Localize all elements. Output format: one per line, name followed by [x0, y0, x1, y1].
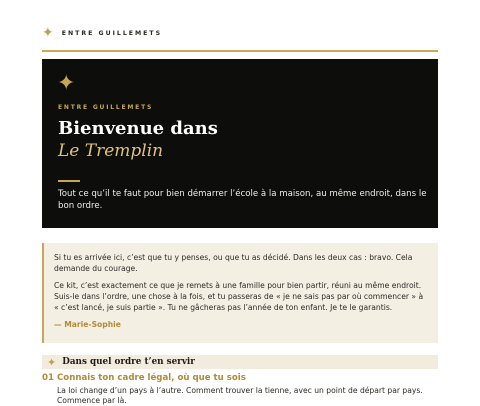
step-title[interactable]: Connais ton cadre légal, où que tu sois: [57, 373, 246, 383]
star-icon: ✦: [42, 25, 54, 41]
step-description: La loi change d’un pays à l’autre. Comment trouver la tienne, avec un point de départ par pays. Commence par là.: [57, 386, 423, 405]
section-title: Dans quel ordre t’en servir: [62, 357, 195, 367]
quote-paragraph: Ce kit, c’est exactement ce que je remets à une famille pour bien partir, réuni au même endroit. Suis-le dans l’ordre, une chose à la fois, et tu passeras de « je ne sais pas par où commencer » à « c’est lancé, je suis partie ». Tu ne gâcheras pas l’année de ton enfant. Je te le garantis.: [54, 281, 424, 312]
hero-accent-bar: [58, 180, 80, 182]
header-divider: [42, 50, 438, 52]
top-header: [42, 23, 438, 43]
brand-name: ENTRE GUILLEMETS: [61, 29, 163, 37]
quote-signature: — Marie-Sophie: [54, 320, 121, 329]
hero-description: Tout ce qu’il te faut pour bien démarrer l’école à la maison, au même endroit, dans le bon ordre.: [58, 189, 427, 211]
star-icon: ✦: [47, 355, 57, 369]
hero-title: Bienvenue dans: [58, 118, 218, 139]
welcome-quote: [42, 243, 438, 343]
hero-title-accent: Le Tremplin: [58, 141, 164, 161]
hero-eyebrow: ENTRE GUILLEMETS: [58, 104, 154, 111]
hero-card: [42, 59, 438, 228]
sparkle-icon: ✦: [57, 71, 76, 96]
quote-paragraph: Si tu es arrivée ici, c’est que tu y penses, ou que tu as décidé. Dans les deux cas : bravo. Cela demande du courage.: [54, 253, 413, 273]
section-header: [42, 355, 438, 369]
step-number: 01: [42, 373, 54, 383]
